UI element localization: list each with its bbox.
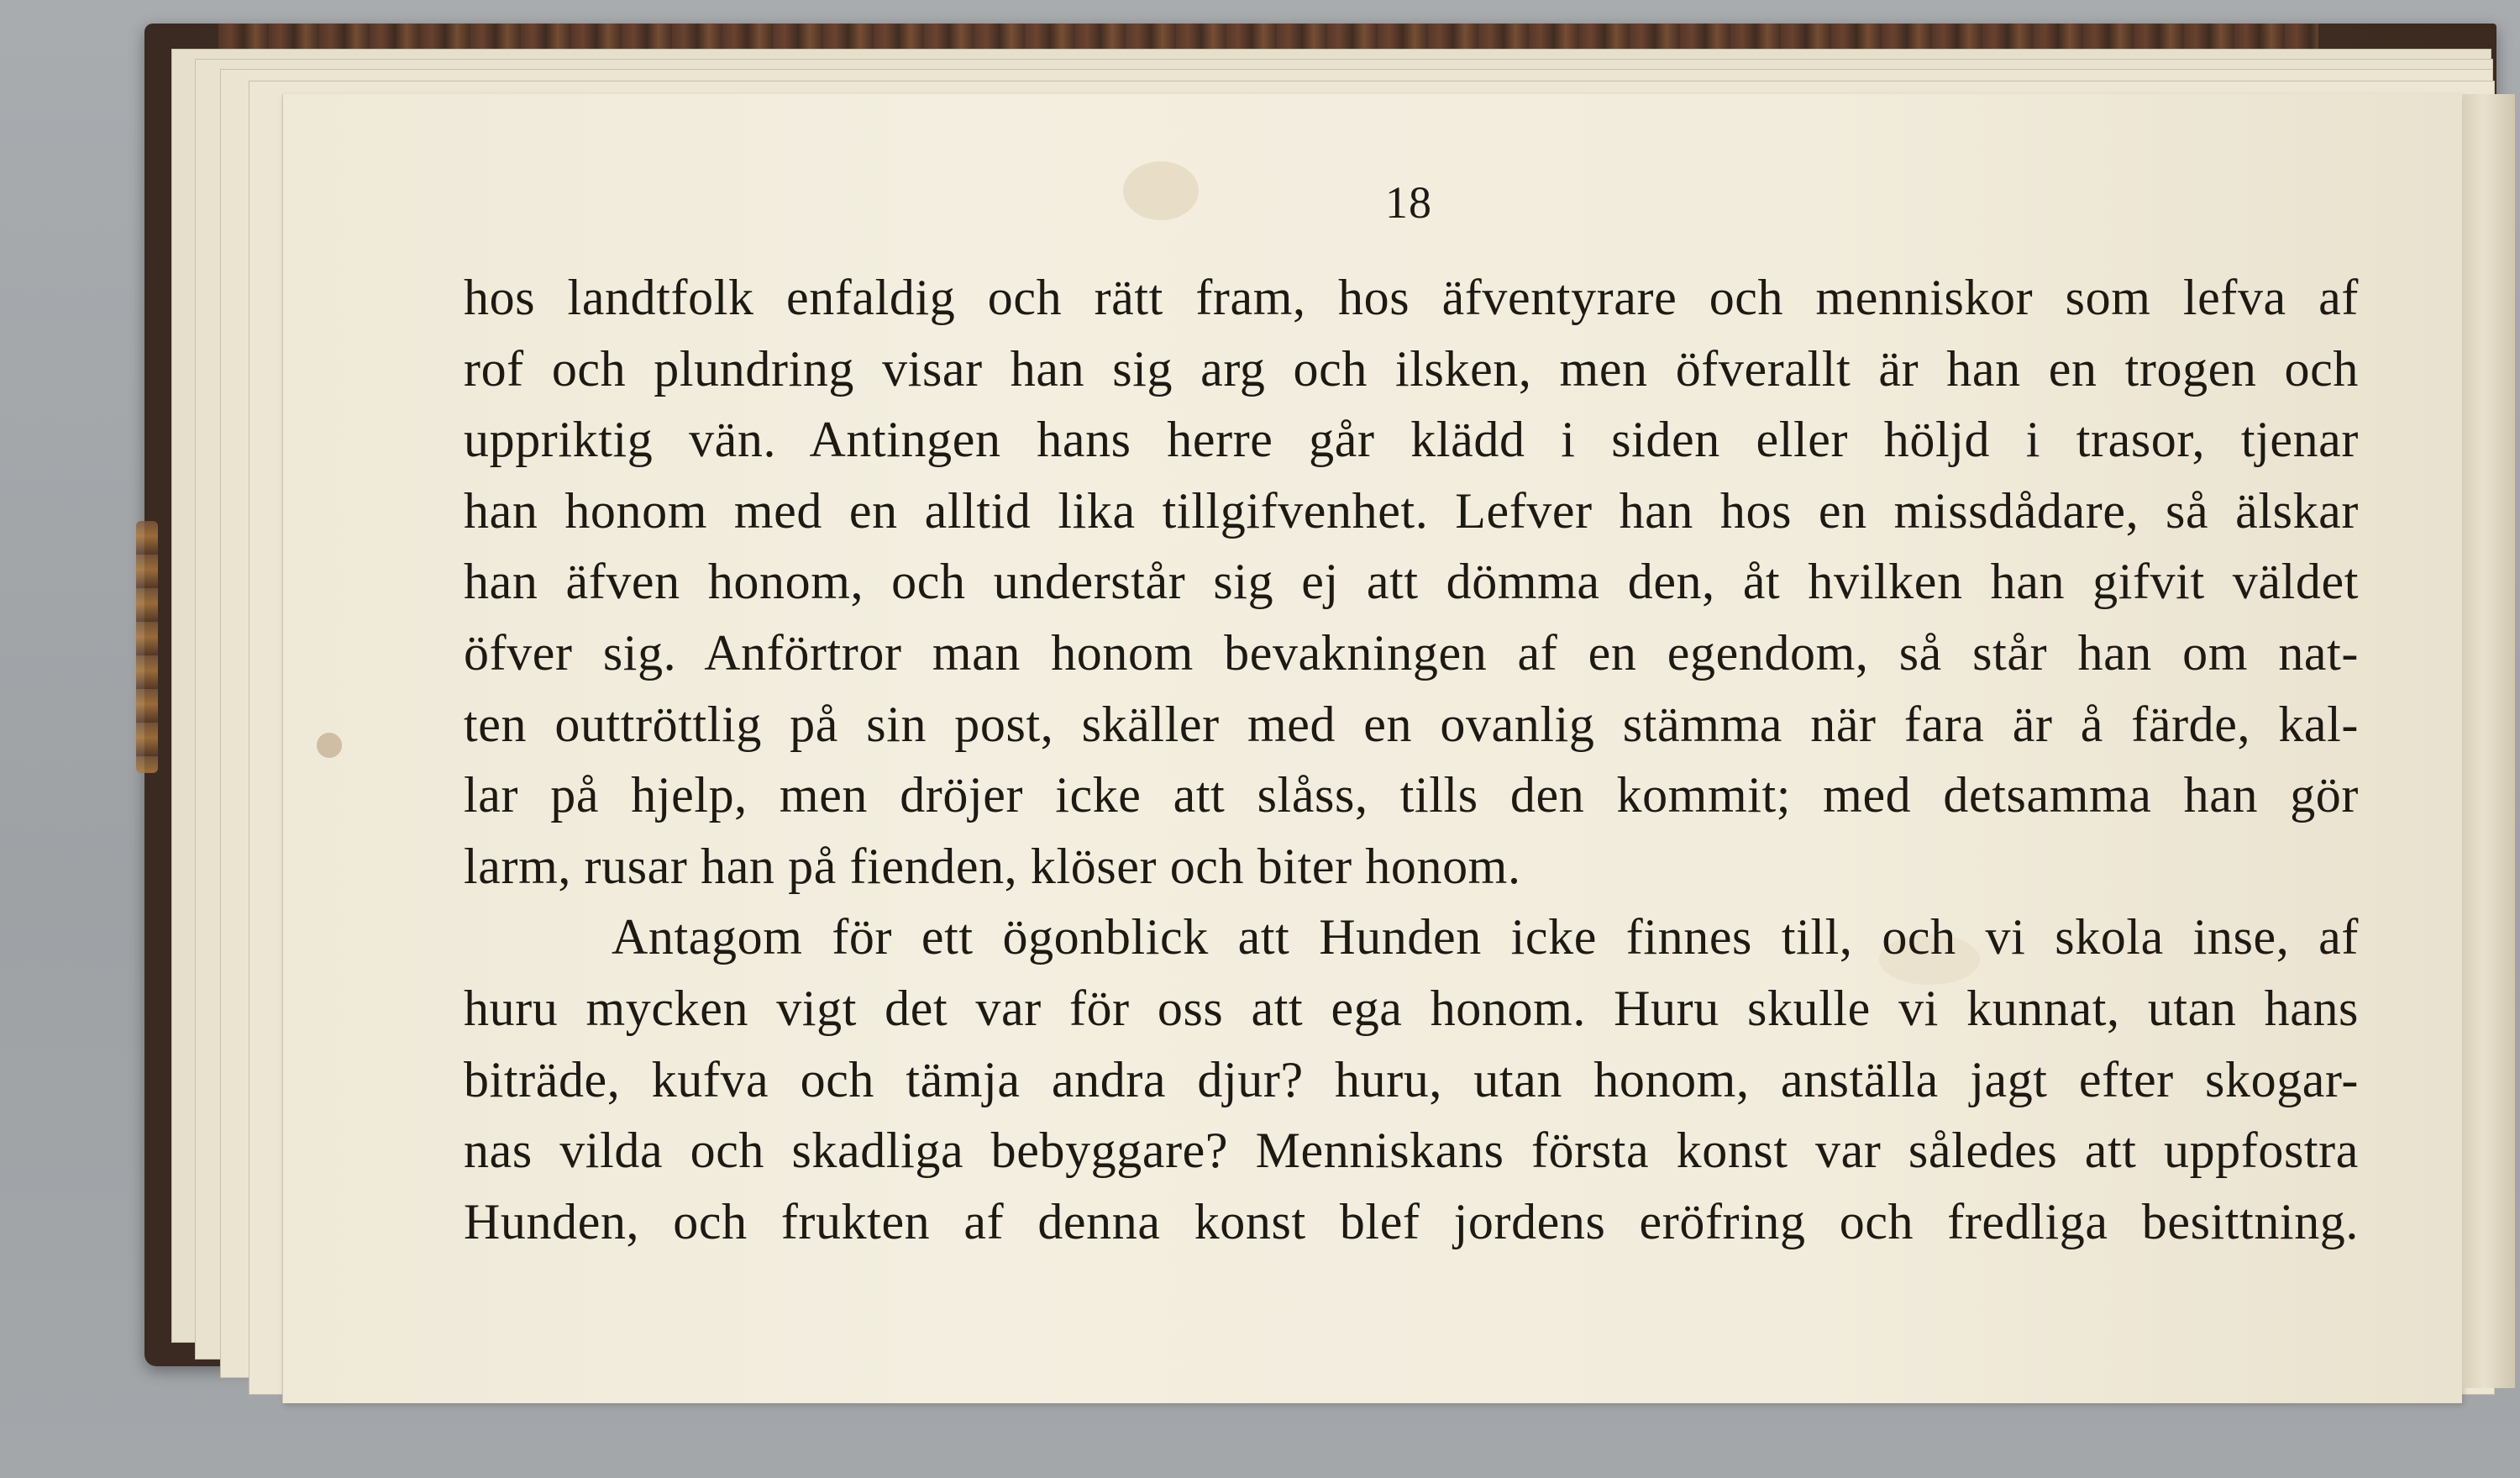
text-line: rof och plundring visar han sig arg och ilsken, men öfverallt är han en trogen och — [464, 340, 2359, 397]
body-text — [464, 262, 2359, 1257]
text-line: öfver sig. Anförtror man honom bevakningen af en egendom, så står han om nat- — [464, 624, 2359, 681]
text-line: hos landtfolk enfaldig och rätt fram, hos äfventyrare och menniskor som lefva af — [464, 270, 2359, 325]
cover-spine-wear — [136, 521, 158, 773]
text-line: nas vilda och skadliga bebyggare? Menniskans första konst var således att uppfostra — [464, 1123, 2359, 1179]
text-line: uppriktig vän. Antingen hans herre går klädd i siden eller höljd i trasor, tjenar — [464, 412, 2359, 468]
text-line: han äfven honom, och understår sig ej att dömma den, åt hvilken han gifvit väldet — [464, 554, 2359, 610]
paper-stain — [1123, 161, 1199, 220]
text-line: lar på hjelp, men dröjer icke att slåss, tills den kommit; med detsamma han gör — [464, 767, 2359, 823]
text-line: huru mycken vigt det var för oss att ega honom. Huru skulle vi kunnat, utan hans — [464, 980, 2359, 1036]
text-line: Hunden, och frukten af denna konst blef jordens eröfring och fredliga besittning. — [464, 1193, 2359, 1249]
page-gutter — [2463, 94, 2515, 1388]
text-line: larm, rusar han på fienden, klöser och biter honom. — [464, 838, 1521, 894]
text-line: biträde, kufva och tämja andra djur? huru, utan honom, anställa jagt efter skogar- — [464, 1051, 2359, 1107]
cover-edge-wear — [218, 24, 2318, 49]
paper-stain — [317, 733, 342, 758]
text-line: ten outtröttlig på sin post, skäller med en ovanlig stämma när fara är å färde, kal- — [464, 696, 2359, 752]
text-line: han honom med en alltid lika tillgifvenhet. Lefver han hos en missdådare, så älskar — [464, 482, 2359, 539]
page-number: 18 — [1385, 177, 1432, 228]
text-line: Antagom för ett ögonblick att Hunden icke finnes till, och vi skola inse, af — [612, 909, 2359, 965]
